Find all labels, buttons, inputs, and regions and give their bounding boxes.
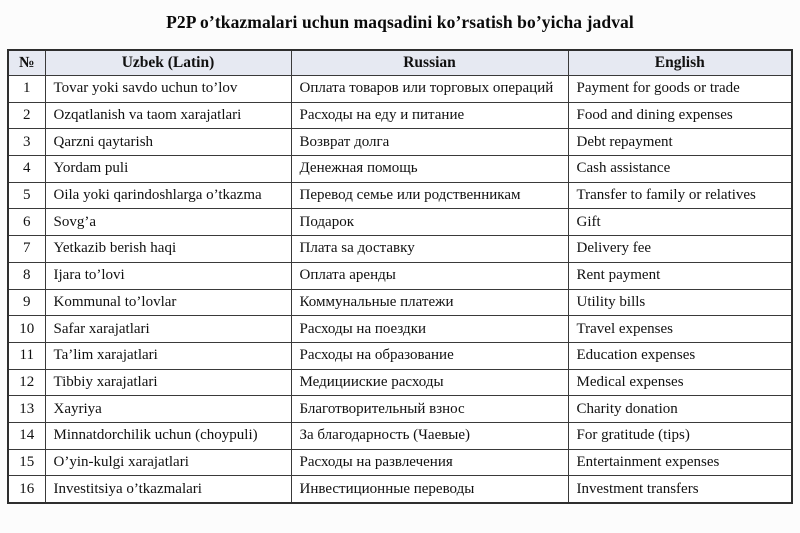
english-cell: Charity donation [568, 396, 792, 423]
uzbek-cell: Yordam puli [45, 156, 291, 183]
uzbek-cell: Tovar yoki savdo uchun to’lov [45, 76, 291, 103]
table-row [8, 369, 792, 396]
row-number-cell: 12 [8, 369, 45, 396]
english-cell: For gratitude (tips) [568, 422, 792, 449]
row-number-cell: 13 [8, 396, 45, 423]
row-number-cell: 1 [8, 76, 45, 103]
english-cell: Cash assistance [568, 156, 792, 183]
russian-cell: Расходы на поездки [291, 316, 568, 343]
row-number-cell: 5 [8, 182, 45, 209]
uzbek-cell: Minnatdorchilik uchun (choypuli) [45, 422, 291, 449]
table-header [8, 50, 792, 76]
uzbek-cell: Safar xarajatlari [45, 316, 291, 343]
uzbek-cell: Sovg’a [45, 209, 291, 236]
column-header-english: English [568, 50, 792, 76]
table-row [8, 422, 792, 449]
uzbek-cell: Tibbiy xarajatlari [45, 369, 291, 396]
russian-cell: Оплата товаров или торговых операций [291, 76, 568, 103]
english-cell: Rent payment [568, 262, 792, 289]
table-row [8, 209, 792, 236]
russian-cell: Плата sa доставку [291, 236, 568, 263]
russian-cell: Расходы на еду и питание [291, 102, 568, 129]
uzbek-cell: Yetkazib berish haqi [45, 236, 291, 263]
table-row [8, 102, 792, 129]
english-cell: Gift [568, 209, 792, 236]
uzbek-cell: Ozqatlanish va taom xarajatlari [45, 102, 291, 129]
row-number-cell: 7 [8, 236, 45, 263]
row-number-cell: 2 [8, 102, 45, 129]
english-cell: Food and dining expenses [568, 102, 792, 129]
russian-cell: Расходы на образование [291, 342, 568, 369]
table-body [8, 76, 792, 504]
table-row [8, 262, 792, 289]
table-row [8, 182, 792, 209]
english-cell: Payment for goods or trade [568, 76, 792, 103]
russian-cell: Денежная помощь [291, 156, 568, 183]
row-number-cell: 9 [8, 289, 45, 316]
russian-cell: Расходы на развлечения [291, 449, 568, 476]
table-header-row [8, 50, 792, 76]
russian-cell: Оплата аренды [291, 262, 568, 289]
column-header-number: № [8, 50, 45, 76]
russian-cell: Медицииские расходы [291, 369, 568, 396]
table-row [8, 316, 792, 343]
russian-cell: Возврат долга [291, 129, 568, 156]
row-number-cell: 4 [8, 156, 45, 183]
row-number-cell: 3 [8, 129, 45, 156]
row-number-cell: 15 [8, 449, 45, 476]
uzbek-cell: Qarzni qaytarish [45, 129, 291, 156]
english-cell: Education expenses [568, 342, 792, 369]
russian-cell: Благотворительный взнос [291, 396, 568, 423]
english-cell: Delivery fee [568, 236, 792, 263]
english-cell: Debt repayment [568, 129, 792, 156]
row-number-cell: 14 [8, 422, 45, 449]
english-cell: Entertainment expenses [568, 449, 792, 476]
uzbek-cell: Ta’lim xarajatlari [45, 342, 291, 369]
english-cell: Utility bills [568, 289, 792, 316]
table-row [8, 156, 792, 183]
table-row [8, 76, 792, 103]
table-row [8, 289, 792, 316]
table-row [8, 342, 792, 369]
english-cell: Medical expenses [568, 369, 792, 396]
uzbek-cell: Ijara to’lovi [45, 262, 291, 289]
row-number-cell: 10 [8, 316, 45, 343]
uzbek-cell: Oila yoki qarindoshlarga o’tkazma [45, 182, 291, 209]
table-row [8, 476, 792, 503]
column-header-russian: Russian [291, 50, 568, 76]
english-cell: Investment transfers [568, 476, 792, 503]
uzbek-cell: Xayriya [45, 396, 291, 423]
russian-cell: Подарок [291, 209, 568, 236]
russian-cell: За благодарность (Чаевые) [291, 422, 568, 449]
russian-cell: Инвестиционные переводы [291, 476, 568, 503]
table-row [8, 396, 792, 423]
page-title: P2P o’tkazmalari uchun maqsadini ko’rsatish bo’yicha jadval [166, 12, 634, 32]
table-row [8, 236, 792, 263]
table-row [8, 129, 792, 156]
russian-cell: Коммунальные платежи [291, 289, 568, 316]
table-row [8, 449, 792, 476]
english-cell: Transfer to family or relatives [568, 182, 792, 209]
row-number-cell: 6 [8, 209, 45, 236]
english-cell: Travel expenses [568, 316, 792, 343]
row-number-cell: 8 [8, 262, 45, 289]
column-header-uzbek: Uzbek (Latin) [45, 50, 291, 76]
russian-cell: Перевод семье или родственникам [291, 182, 568, 209]
uzbek-cell: O’yin-kulgi xarajatlari [45, 449, 291, 476]
row-number-cell: 16 [8, 476, 45, 503]
uzbek-cell: Kommunal to’lovlar [45, 289, 291, 316]
uzbek-cell: Investitsiya o’tkazmalari [45, 476, 291, 503]
p2p-purpose-table [7, 49, 793, 504]
row-number-cell: 11 [8, 342, 45, 369]
